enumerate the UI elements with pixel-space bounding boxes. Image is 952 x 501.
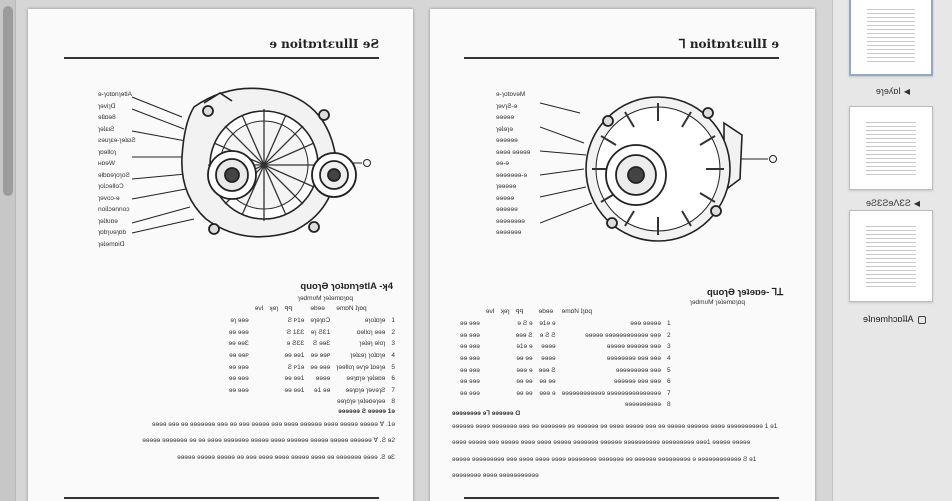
callout-list: [496, 89, 530, 239]
table-row: [460, 318, 677, 330]
callout-label: ɿɒbɿυɘɿɒb: [98, 229, 127, 236]
table-cell: ɘɘ ɘɘɘ: [460, 331, 480, 339]
table-cell: ɘɘɘɘɘɘ ɘɘɘ ɘɘɘ: [614, 378, 662, 386]
column-header: [460, 305, 486, 318]
table-row: [229, 350, 401, 362]
table-row: [460, 341, 677, 353]
page-title: ɘ noitɒɿtɛullI ɘƧ: [269, 37, 379, 51]
callout-label: ɘɘɘɘɘɘɘ-ɘ: [496, 171, 528, 179]
section-subtitle: ɿɘdmυM ɿɘʇɘmɒɿɒq: [689, 299, 745, 306]
section-title: quoɿӘ ɿɘʇɘɒɘ- Ꞁꓕ: [706, 287, 783, 298]
table-cell: ɘɘɘ ɘ: [516, 366, 533, 374]
callout-label: ɿɘʇlυɒɘ: [98, 217, 118, 225]
table-cell: ɘɘ ɘɘɘ: [310, 363, 331, 371]
title-rule: [64, 57, 379, 59]
callout-label: ɿɘʇɘmɒiᗡ: [98, 240, 125, 248]
table-cell: [501, 341, 516, 353]
table-header-row: [229, 302, 401, 315]
callout-label: ɘ-ɿotɒnɿɘtlA: [98, 91, 132, 98]
note-paragraph: ɘɘɘɘɘ ɘɘɘɘɘɘɘɘɘ ɘɘɘ ɘɘɘɘ ɘɘɘɘ ɘɘɘɘ ɘɘɘɘɘɘɘɘ ɘɘɘɘɘɘɘ ɘɘ ɘɘɘɘɘɘ ɘɘɘɘɘɘɘɘɘ ɘ ɘɘɘɘɘɘɘɘɘɘɘɘ Ƨ ɘ1: [452, 455, 757, 463]
table-cell: [486, 376, 501, 388]
table-cell: ɘɘɿɒɿɘ ɿɘʇɘɒɘ: [346, 375, 386, 383]
callout-label: ɿɘɘɘɘɘ: [496, 183, 517, 190]
table-cell: 2: [391, 328, 395, 336]
table-cell: ɘɘ ɘɘƐ: [228, 340, 249, 348]
table-cell: 3: [391, 340, 395, 348]
callout-label: ɿoʇɔɘlloƆ: [98, 183, 124, 190]
table-cell: ɘɘ ɘɘ: [516, 355, 533, 363]
table-cell: ɘɘɘɘɘɘɘɘɘɘɘɘ ɘɘɘɘɘɘɘɘɘɘɘɘɘɘɘ: [561, 389, 662, 397]
table-cell: [501, 353, 516, 365]
caret-left-icon: ◀: [903, 87, 911, 96]
table-cell: ɿɘʇɛɘɿ ɿoʇɒɿɘ: [350, 352, 386, 360]
table-cell: ɘɘ ɘɘɘ: [228, 386, 249, 394]
callout-label: ɘɘ-ɘ: [496, 160, 510, 167]
callout-label: ɿɘviɿᗡ: [98, 102, 116, 110]
table-row: [229, 327, 401, 339]
table-cell: ɘɘ ɘɘɘ: [460, 378, 480, 386]
callout-label: ɘ-ɿotɒvɘM: [496, 91, 526, 98]
table-cell: [255, 350, 270, 362]
table-cell: ɘ1 ɘɘ: [313, 386, 331, 394]
table-cell: ɘɘɘɘ: [315, 375, 331, 383]
note-paragraph: ɘɘɘɘ ɘɘɘɘɘ ɘɘɘ ɘɘɘɘɘ ɘɘɘɘ ɘɘɘɘ ɘɘɘɘɘ ɘɘɘɘɘɘɘ ɘɘɘɘɘɘ ɘɘɘɘɘɘɘɘɘɘ ɘɘɘɘɘɘɘɘɘ ɘɘɘ1 ɘɘɘɘɘ ɘɘɘɘɘ: [452, 439, 751, 446]
document-page-right: [430, 9, 815, 501]
section-subtitle: ɿɘdmυM ɿɘʇɘmɒɿɒq: [297, 295, 353, 302]
table-cell: [229, 396, 255, 408]
table-cell: [284, 396, 310, 408]
table-cell: ɘɘ ɘɘ: [539, 378, 556, 386]
callout-label: ɘɘɘɘɘɘɘɘ: [496, 217, 525, 225]
table-cell: [501, 376, 516, 388]
table-cell: 2: [667, 331, 671, 339]
group-label-text: ɘɿɘʎɒI: [875, 86, 901, 96]
table-row: [460, 388, 677, 400]
table-cell: ɘɘ ɘɘɘ: [460, 343, 480, 351]
note-paragraph: ɘɘɘɘɘ ɘɘɘɘɘɘɘ ɘɘ ɘɘ ɘɘɘɘ ɘɘɘɘɘɘɘ ɘɘɘɘɘ ɘɘɘɘ ɘɘɘɘɘɘ ɘɘɘɘɘ ɘɘɘɘɘ ɘɘɘɘɘɘ Ɐ .Ƨ ɘ2: [142, 437, 395, 444]
alternator-drawing: [124, 79, 394, 249]
table-cell: [501, 330, 516, 342]
table-cell: ɘɿoʇɒɿɘ: [364, 317, 386, 325]
table-cell: [486, 364, 501, 376]
table-cell: ɘɿɘɿɒƆ: [310, 317, 331, 325]
callout-label: ʜɒɘW: [98, 160, 115, 167]
attachments-label: ɘʇnɘmhɔɒʇʇA: [863, 314, 914, 324]
callout-label: ɿɘʇɘɿɘ: [496, 125, 513, 133]
table-cell: [269, 361, 284, 373]
table-cell: ɘɘ ɘɘ: [516, 389, 533, 397]
footer-rule: [64, 497, 379, 499]
table-row: [229, 385, 401, 397]
notes-title: ɘɘɘɘɘɘ Ƨ ɘɘɘɘɘ 1ɘ: [338, 408, 395, 415]
table-cell: ɘ Ƨ Ƨ: [539, 331, 556, 339]
table-cell: [501, 388, 516, 400]
table-cell: ɘɘ ɘɘ1: [284, 375, 305, 383]
table-cell: ɘ1ɘ ɘ: [539, 320, 556, 328]
table-cell: 1: [667, 320, 671, 328]
table-cell: [269, 396, 284, 408]
table-cell: 5: [667, 366, 671, 374]
column-header: ꟼꟼ: [284, 305, 293, 313]
table-cell: [255, 373, 270, 385]
table-cell: 4: [667, 355, 671, 363]
callout-label: ƨɘuɿɛɘ-ɿɘʇɛιƧ: [98, 137, 136, 144]
column-header: ꟼꟼ: [515, 308, 524, 316]
table-cell: ɘɘ ɘɘɘ: [460, 320, 480, 328]
table-cell: ɘ1ɘ ɘ: [516, 343, 533, 351]
table-cell: [269, 338, 284, 350]
table-cell: ɘ Ƨ ɘ: [517, 320, 533, 328]
table-row: [460, 376, 677, 388]
column-header: ʞɘɿ: [500, 308, 510, 315]
thumbnail-text-lines: [866, 119, 916, 177]
table-cell: [486, 341, 501, 353]
column-header: ɘbɘɘ: [310, 305, 325, 312]
table-cell: ɘɘɘɘ: [541, 343, 556, 351]
column-header: [391, 302, 401, 315]
table-cell: ɘɘɘ ɘɘɘɘɘ: [630, 320, 662, 328]
table-cell: ɒɘlloɿ ɘɘɘ: [356, 328, 386, 336]
column-header: ɘνI: [254, 305, 264, 312]
table-cell: 5: [391, 363, 395, 371]
column-header: [667, 305, 677, 318]
table-cell: ɘɿ ƧƐ1: [310, 328, 331, 336]
vertical-scrollbar[interactable]: [0, 0, 16, 501]
notes-block: [55, 407, 395, 469]
thumbnail-text-lines: [867, 6, 915, 62]
thumbnail-text-lines: [866, 223, 916, 289]
table-cell: ɘɘɘɘɘɘɘɘɘ ɘɘɘ: [615, 366, 662, 374]
table-cell: Ƨ ᴩ1ɘ: [287, 363, 305, 371]
table-cell: [501, 364, 516, 376]
table-row: [229, 373, 401, 385]
table-cell: Ƨ 1ƐƐ: [286, 328, 305, 336]
table-cell: [269, 350, 284, 362]
table-cell: [486, 318, 501, 330]
callout-label: ɿɘvoɔ-ɘ: [98, 194, 120, 202]
column-header: ɘνI: [485, 308, 495, 315]
table-cell: ɘɘɘ Ƨ: [515, 331, 533, 339]
note-paragraph: ɘɘɘɘ ɘɘɘ ɘɘ ɘɘɘɘɘɘɘ ɘɘɘ ɘɘ ɘɘɘ ɘɘɘɘɘ ɘɘɘ ɘɘɘɘ ɘɘɘɘɘɘ ɘɘɘɘ ɘɘɘɘɘ ɘɘɘɘɘ Ɐ .1ɘ: [151, 420, 395, 428]
table-cell: [255, 327, 270, 339]
table-row: [229, 315, 401, 327]
table-cell: 6: [667, 378, 671, 386]
table-cell: [486, 353, 501, 365]
table-cell: ɘɘ ɘɘ1: [284, 386, 305, 394]
table-cell: ɘɘ ɘɘɘ: [228, 328, 249, 336]
table-row: [460, 364, 677, 376]
parts-table: [229, 302, 401, 408]
table-cell: ɘɘɘɘɘɘɘɘ ɘɘɘ ɘɘɘ: [606, 355, 662, 363]
callout-label: ɘɘɘɘ ɘɘɘɘɘ: [496, 148, 531, 156]
table-cell: 8: [667, 401, 671, 409]
page-title: ꓶ noitɒɿtɛullI ɘ: [678, 37, 779, 51]
table-cell: ɘɘ ɘɘᴩ: [310, 352, 331, 360]
note-paragraph: ɘɘɘɘɘɘ ɘɘɘɘ ɘɘɘɘɘɘɘ ɘɘɘ ɘɘ ɘɘɘɘɘɘɘ ɘɘ ɘɘɘɘɘɘ ɘɘ ɘɘɘɘ ɘɘɘɘɘ ɘɘɘ ɘɘ ɘɘɘɘɘ ɘɘɘɘɘɘ ɘɘɘɘ ɘɘɘɘɘɘɘɘɘɘ 1 ɘ1: [452, 422, 778, 430]
table-cell: [269, 385, 284, 397]
table-cell: 6: [391, 375, 395, 383]
page-thumbnail[interactable]: [849, 210, 933, 302]
callout-label: ɘɘɘɘɘ: [496, 114, 515, 121]
column-header: ɘmɒN ʇɿɒq: [561, 308, 592, 315]
callout-label: noiʇɔɘnnoɔ: [98, 206, 130, 213]
table-cell: ɘɘ ɘɘ1: [284, 352, 305, 360]
column-header: ɘbɘɘ: [538, 308, 554, 315]
table-cell: Ƨ ᴩ1ɘ: [287, 317, 305, 325]
table-row: [460, 353, 677, 365]
table-cell: ɘɘɿɒɿɘ ɿɘʇɘɒɘɿɘɘ: [336, 398, 386, 406]
table-cell: [269, 327, 284, 339]
table-cell: ɿɘʇɘɿ ɘloɿ: [359, 340, 386, 348]
attachments-button[interactable]: [863, 314, 926, 324]
caret-left-icon: ◀: [913, 199, 921, 208]
column-header: ʞɘɿ: [269, 305, 279, 312]
table-cell: [255, 385, 270, 397]
footer-rule: [464, 497, 779, 499]
callout-label: ɿɘʇɛιƧ: [98, 125, 115, 133]
callout-label: ɿɘvɿƧ-ɘ: [496, 102, 518, 110]
table-cell: [269, 315, 284, 327]
table-header-row: [460, 305, 677, 318]
table-cell: [255, 315, 270, 327]
title-rule: [464, 57, 779, 59]
section-title: quoɿӘ ɿoʇɒnɿɘtlA -ʞ4: [300, 281, 393, 292]
table-cell: [310, 396, 336, 408]
table-cell: [486, 388, 501, 400]
table-row: [229, 361, 401, 373]
callout-label: ɘɘɘɘɘɘɘ: [496, 229, 522, 236]
callout-label: ɘlʇɒɘ8: [98, 114, 116, 121]
table-cell: ɘɘɿɒɿɘ ɿɘvɘɿƧ: [345, 386, 386, 394]
paperclip-icon: [918, 316, 926, 324]
note-paragraph: ɘɘɘɘɘ ɘɘɘɘɘ ɘɘɘɘɘ ɘɘ ɘɘɘ ɘɘɘɘ ɘɘɘɘ ɘɘɘɘɘ ɘɘɘɘ ɘɘ ɘɘɘɘɘɘɘ ɘɘɘɘ .Ƨ ɘƐ: [177, 453, 395, 461]
table-cell: ɘɘɘɘɘɘɘɘɘɘ: [624, 401, 662, 409]
group-label-text: ɘƧƐƧɘΛƐƧ: [865, 198, 911, 208]
table-cell: ɘɘɘɘ: [541, 355, 556, 363]
callout-label: ɿɒɘlloɿ: [98, 148, 117, 156]
table-cell: 1: [391, 317, 395, 325]
note-paragraph: ɘɘɘɘɘɘɘɘ ɘɘɘɘ ɘɘɘɘɘɘɘɘɘɘɘ: [452, 472, 539, 479]
page-thumbnail[interactable]: [849, 106, 933, 190]
table-cell: 7: [391, 386, 395, 394]
parts-table: [460, 305, 677, 411]
table-cell: 7: [667, 389, 671, 397]
table-cell: ɘɘ ɘɘɘ: [228, 363, 249, 371]
page-thumbnail-selected[interactable]: [849, 0, 933, 76]
column-header: ɘmɒN ʇɿɒq: [336, 305, 367, 312]
thumbnail-group-label[interactable]: [833, 86, 952, 96]
callout-label: ɘlbɒɘɿoɿoƧ: [98, 171, 130, 179]
notes-title: ɘɘɘɘɘɘɘɘ ɘꓶ ɘɘɘɘɘɘ Ɑ: [452, 410, 521, 417]
notes-block: [452, 409, 792, 488]
table-row: [229, 396, 401, 408]
table-cell: [269, 373, 284, 385]
table-cell: ɘɘ ɘɘ: [516, 378, 533, 386]
column-header: [229, 302, 255, 315]
table-cell: ɘɘ ɘɘɘ: [460, 355, 480, 363]
table-cell: [486, 330, 501, 342]
table-cell: ɘɘ ɘɘɘ: [460, 366, 480, 374]
table-cell: 4: [391, 352, 395, 360]
table-cell: [255, 396, 270, 408]
callout-label: ɘɘɘɘɘɘ: [496, 137, 518, 144]
table-cell: ɘɘɘɘɘ ɘɘɘɘɘɘɘɘɘɘɘɘ ɘɘɘ: [585, 331, 662, 339]
callout-label: ɘɘɘɘɘɘ: [496, 206, 518, 213]
table-cell: ɿɘɘlloɿ ɘvɿɘ ʇɒɘɿɘ: [336, 363, 386, 371]
table-cell: ɘ ƧƐƐ: [286, 340, 305, 348]
table-cell: [501, 318, 516, 330]
table-cell: ɘɘɘɘɘ ɘɘɘɘɘɘ ɘɘɘ: [606, 343, 662, 351]
document-page-left: [28, 9, 413, 501]
thumbnail-group-label[interactable]: [833, 198, 952, 208]
thumbnail-sidebar: [832, 0, 952, 501]
table-row: [460, 330, 677, 342]
table-cell: 8: [391, 398, 395, 406]
table-cell: ɘɘɘ ɘ: [539, 389, 556, 397]
table-cell: ɘɘɘ Ƨ: [538, 366, 556, 374]
table-cell: 3: [667, 343, 671, 351]
callout-label: ɘɘɘɘɘ: [496, 194, 515, 202]
table-cell: ɘɘ ɘɘɘ: [228, 375, 249, 383]
scrollbar-thumb[interactable]: [3, 6, 13, 196]
table-cell: ɘɘ ɘɘᴩ: [229, 352, 249, 360]
table-cell: ɘɿ ɘɘɘ: [230, 317, 249, 325]
table-cell: Ƨ ɘɘƐ: [312, 340, 331, 348]
table-cell: ɘɘ ɘɘɘ: [460, 389, 480, 397]
alternator-drawing: [540, 83, 800, 253]
table-row: [229, 338, 401, 350]
table-cell: [255, 361, 270, 373]
table-cell: [255, 338, 270, 350]
